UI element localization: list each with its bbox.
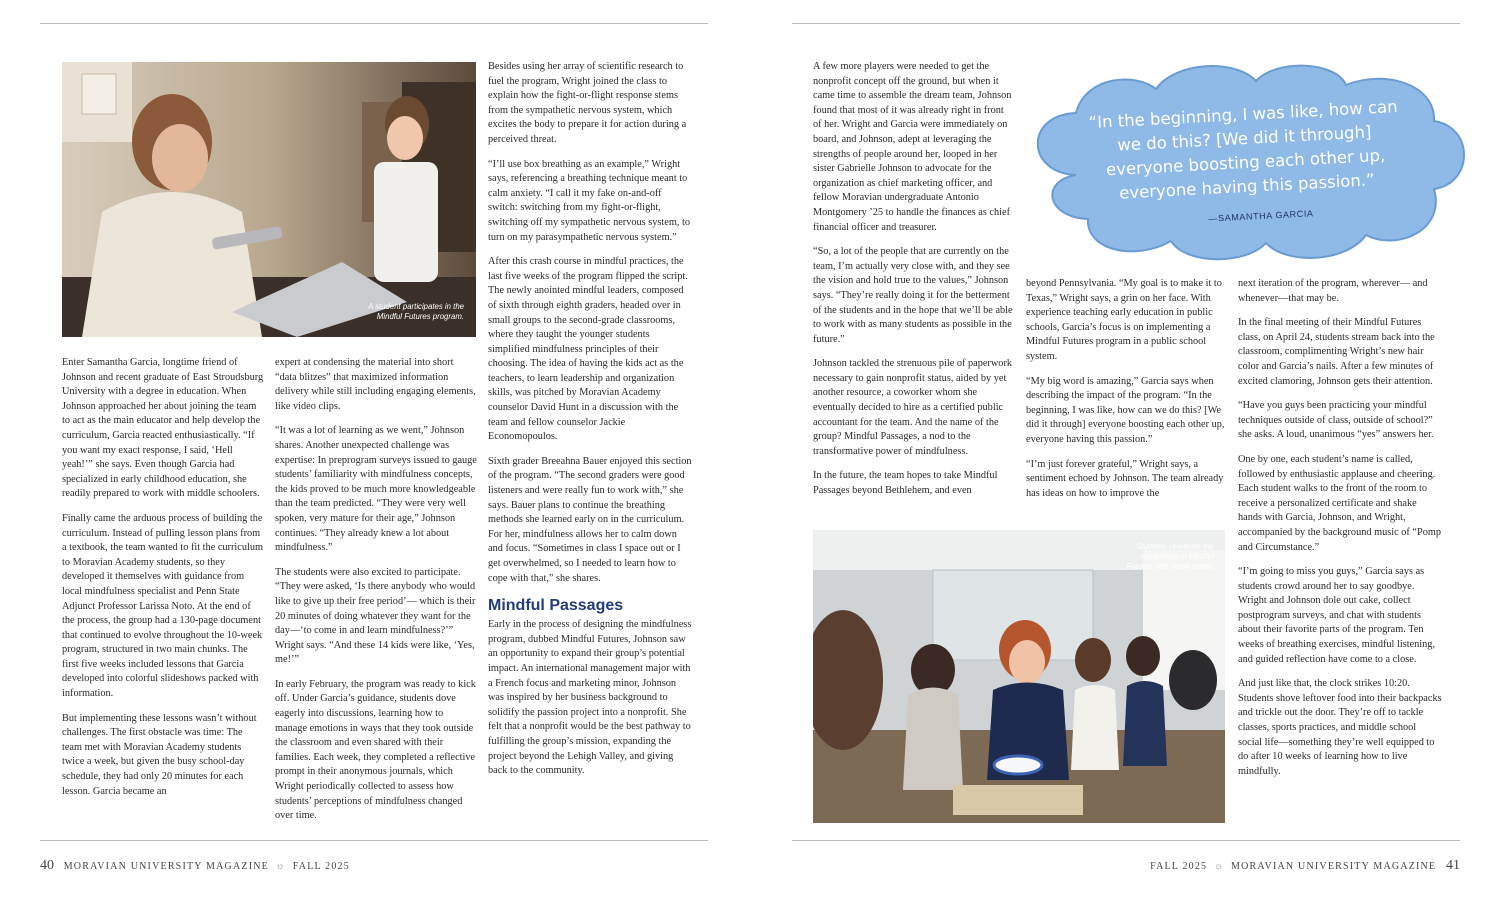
photo-caption-right: Students celebrate the completion of Mindful Futures with some treats.	[1126, 542, 1214, 571]
paragraph: In the final meeting of their Mindful Futures class, on April 24, students stream back into the classroom, complimenting Wright’s new hair color and Garcia’s nails. After a few minutes of excited clamoring, Johnson gets their attention.	[1238, 317, 1435, 387]
page-number: 41	[1446, 858, 1460, 873]
pull-quote-text: “In the beginning, I was like, how can we do this? [We did it through] everyone boosting each other up, everyone having this passion.”	[1088, 96, 1399, 203]
top-rule-right	[792, 23, 1460, 24]
top-rule-left	[40, 23, 708, 24]
magazine-name: MORAVIAN UNIVERSITY MAGAZINE	[63, 861, 269, 872]
paragraph: After this crash course in mindful practices, the last five weeks of the program flipped the script. The newly anointed mindful leaders, composed of sixth through eighth graders, headed over in small groups to the second-grade classrooms, where they taught the younger students simplified mindfulness principles of their choosing. The idea of having the kids act as the teachers, to learn leadership and organization skills, was pitched by Moravian Academy counselor David Hunt in a discussion with the team and fellow counselor Jackie Economopoulos.	[488, 256, 688, 443]
photo-illustration-right	[813, 530, 1225, 823]
paragraph: “My big word is amazing,” Garcia says when describing the impact of the program. “In the beginning, I was like, how can we do this? [We did it through] everyone boosting each other up, everyone having this passion.”	[1026, 375, 1225, 445]
pull-quote-attribution: —SAMANTHA GARCIA	[1208, 208, 1314, 224]
section-heading: Mindful Passages	[488, 597, 624, 615]
right-column-2	[1026, 277, 1226, 522]
paragraph: Enter Samantha Garcia, longtime friend of Johnson and recent graduate of East Stroudsburg University with a degree in education. When Johnson approached her about joining the team to act as the main educator and help develop the curriculum, Garcia reacted enthusiastically. “If you want my exact response, I said, ‘Hell yeah!’” she says. Even though Garcia had specialized in early childhood education, she readily prepared to work with middle schoolers.	[62, 357, 264, 500]
paragraph: But implementing these lessons wasn’t without challenges. The first obstacle was time: The team met with Moravian Academy students twice a week, but given the busy school-day schedule, they had only 20 minutes for each lesson. Garcia became an	[62, 712, 257, 797]
bottom-rule-left	[40, 840, 708, 841]
left-column-2	[275, 356, 477, 832]
pull-quote-cloud	[1016, 55, 1476, 270]
bottom-rule-right	[792, 840, 1460, 841]
folio-left	[40, 858, 350, 874]
right-column-3	[1238, 277, 1442, 832]
paragraph: Early in the process of designing the mindfulness program, dubbed Mindful Futures, Johnson saw an opportunity to expand their group’s potential impact. An international management major with a French focus and marketing minor, Johnson was inspired by her business background to solidify the passion project into a nonprofit. She felt that a nonprofit would be the best pathway to fulfilling the group’s mission, expanding the project beyond the Lehigh Valley, and giving back to the community.	[488, 619, 692, 777]
paragraph: One by one, each student’s name is called, followed by enthusiastic applause and cheering. Each student walks to the front of the room to receive a personalized certificate and shake hands with Garcia, Johnson, and Wright, accompanied by the background music of “Pomp and Circumstance.”	[1238, 453, 1442, 553]
paragraph: “So, a lot of the people that are currently on the team, I’m actually very close with, and they see the vision and hold true to the values,” Johnson says. “They’re really doing it for the betterment of the students and in the hope that we’ll be able to work with as many students as possible in the future.”	[813, 246, 1013, 345]
right-column-1	[813, 60, 1013, 522]
paragraph: And just like that, the clock strikes 10:20. Students shove leftover food into their backpacks and trickle out the door. They’re off to tackle classes, sports practices, and middle school social life—something they’re well equipped to do after 10 weeks of learning how to live mindfully.	[1238, 678, 1442, 777]
photo-illustration-left	[62, 62, 476, 337]
paragraph: expert at condensing the material into short “data blitzes” that maximized information delivery while still including engaging elements, like video clips.	[275, 357, 476, 412]
folio-right	[1150, 858, 1460, 874]
paragraph: A few more players were needed to get the nonprofit concept off the ground, but when it came time to assemble the dream team, Johnson found that most of it was already right in front of her. Wright and Garcia were immediately on board, and Johnson, adept at leveraging the strengths of people around her, looped in her sister Gabrielle Johnson to advocate for the organization as chief marketing officer, and fellow Moravian undergraduate Antonio Montgomery ’25 to handle the finances as chief financial officer and treasurer.	[813, 61, 1012, 233]
paragraph: Besides using her array of scientific research to fuel the program, Wright joined the class to explain how the fight-or-flight response stems from the sympathetic nervous system, which excites the body to prepare it for action during a perceived threat.	[488, 61, 687, 145]
paragraph: “I’ll use box breathing as an example,” Wright says, referencing a breathing technique meant to calm anxiety. “I call it my fake on-and-off switch: switching from my fight-or-flight, switching off my sympathetic nervous system, to turn on my parasympathetic nervous system.”	[488, 158, 691, 243]
paragraph: “It was a lot of learning as we went,” Johnson shares. Another unexpected challenge was expertise: In preprogram surveys issued to gauge students’ familiarity with mindfulness concepts, the kids proved to be much more knowledgeable than the team predicted. “They were very well spoken, very mature for their age,” Johnson continues. “They already knew a lot about mindfulness.”	[275, 425, 477, 554]
paragraph: In early February, the program was ready to kick off. Under Garcia’s guidance, students dove eagerly into discussions, learning how to manage emotions in ways that they took outside the classroom and even shared with their families. Each week, they completed a reflective prompt in their anonymous journals, which Wright periodically collected to assess how students’ perceptions of mindfulness changed over time.	[275, 678, 476, 822]
left-column-1	[62, 356, 264, 832]
paragraph: Finally came the arduous process of building the curriculum. Instead of pulling lesson plans from a textbook, the team wanted to fit the curriculum to Moravian Academy students, so they developed it themselves with guidance from local mindfulness specialist and Penn State Adjunct Professor Larissa Noto. At the end of the process, the group had a 130-page document that continued to evolve throughout the 10-week program, structured in two main chunks. The first five weeks included lessons that Garcia developed into colorful slideshows packed with information.	[62, 512, 264, 700]
star-icon: ☼	[275, 861, 287, 872]
paragraph: Johnson tackled the strenuous pile of paperwork necessary to gain nonprofit status, aided by yet another resource, a coworker whom she eventually decided to hire as a certified public accountant for the team. And the name of the group? Mindful Passages, a nod to the transformative power of mindfulness.	[813, 358, 1013, 457]
photo-caption-left: A student participates in the Mindful Futures program.	[368, 302, 464, 321]
left-column-3	[488, 60, 692, 832]
classroom-photo-left	[62, 62, 476, 337]
paragraph: Sixth grader Breeahna Bauer enjoyed this section of the program. “The second graders were good listeners and were really fun to work with,” she says. Bauer plans to continue the breathing methods she learned early on in the curriculum. For her, mindfulness allows her to calm down and focus. “Sometimes in class I space out or I get overwhelmed, so I needed to learn how to cope with that,” she shares.	[488, 455, 692, 584]
page-number: 40	[40, 858, 54, 873]
paragraph: “Have you guys been practicing your mindful techniques outside of class, outside of school?” she asks. A loud, unanimous “yes” answers her.	[1238, 400, 1434, 441]
paragraph: next iteration of the program, wherever— and whenever—that may be.	[1238, 278, 1428, 304]
paragraph: The students were also excited to participate. “They were asked, ‘Is there anybody who would like to give up their free period’— which is their 20 minutes of doing whatever they want for the day—‘to come in and learn mindfulness?’” Wright says. “And these 14 kids were like, ‘Yes, me!’”	[275, 566, 476, 666]
paragraph: “I’m just forever grateful,” Wright says, a sentiment echoed by Johnson. The team already has ideas on how to improve the	[1026, 458, 1224, 499]
classroom-photo-right	[813, 530, 1225, 823]
issue-label: FALL 2025	[1150, 861, 1208, 872]
star-icon: ☼	[1213, 861, 1225, 872]
issue-label: FALL 2025	[292, 861, 350, 872]
paragraph: “I’m going to miss you guys,” Garcia says as students crowd around her to say goodbye. Wright and Johnson dole out cake, collect postprogram surveys, and chat with students about their favorite parts of the program. Ten weeks of breathing exercises, mindful listening, and guided reflection have come to a close.	[1238, 566, 1436, 665]
paragraph: In the future, the team hopes to take Mindful Passages beyond Bethlehem, and even	[813, 470, 998, 497]
magazine-name: MORAVIAN UNIVERSITY MAGAZINE	[1231, 861, 1437, 872]
paragraph: beyond Pennsylvania. “My goal is to make it to Texas,” Wright says, a grin on her face. With experience teaching early education in public schools, Garcia’s focus is on implementing a Mindful Futures program in a public school system.	[1026, 278, 1222, 362]
